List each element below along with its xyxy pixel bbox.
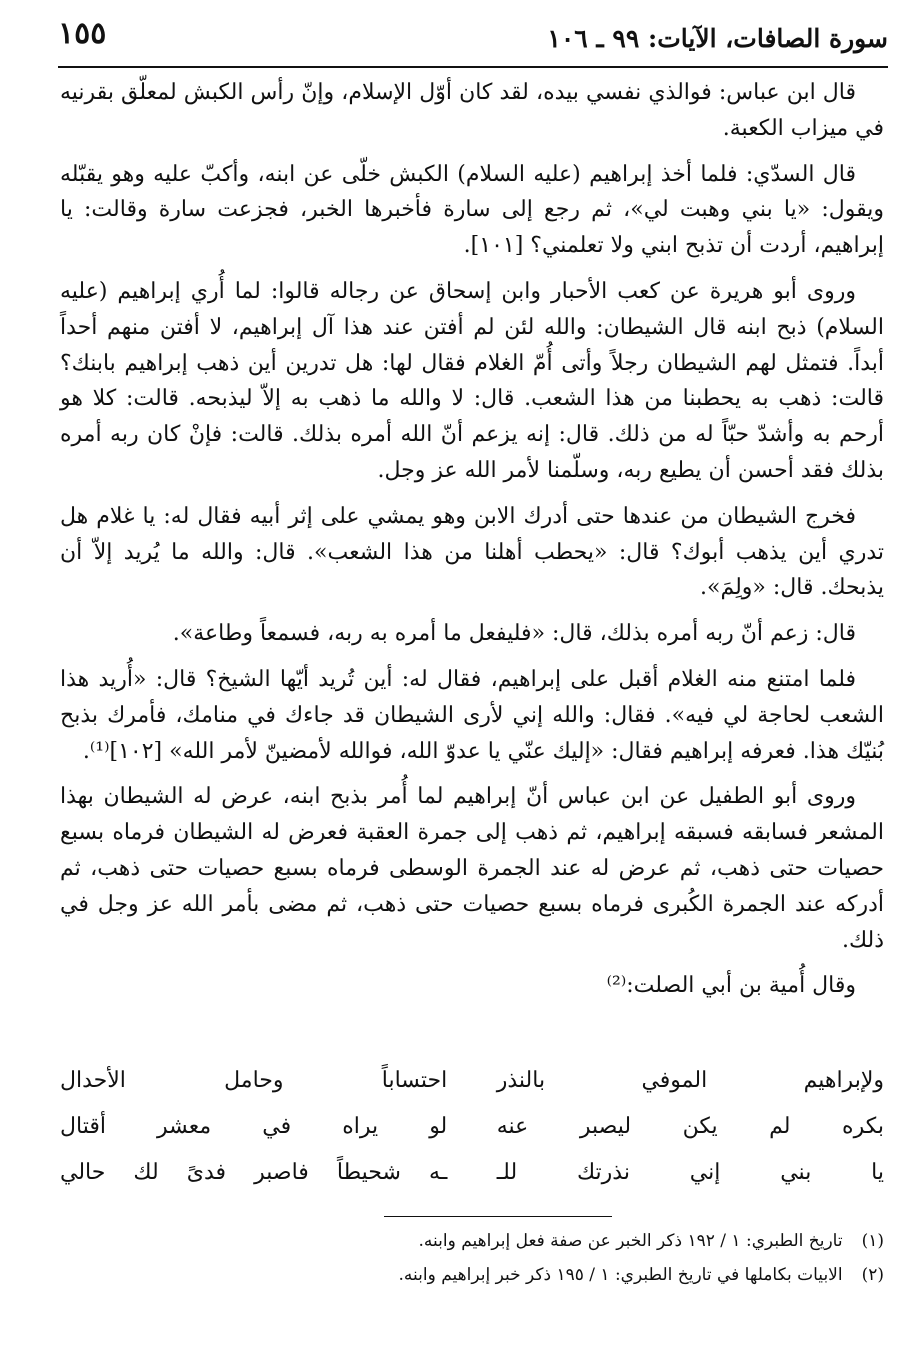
footnotes — [60, 1224, 884, 1292]
paragraph: قال السدّي: فلما أخذ إبراهيم (عليه السلام) الكبش خلّى عن ابنه، وأكبّ عليه وهو يقبّله ويقول: «يا بني وهبت لي»، ثم رجع إلى سارة فأخبرها الخبر، فجزعت سارة وقالت: يا إبراهيم، أردت أن تذبح ابني ولا تعلمني؟ [١٠١]. — [60, 161, 884, 259]
poem-verse — [60, 1058, 884, 1104]
running-header-title: سورة الصافات، الآيات: ٩٩ ـ ١٠٦ — [547, 24, 888, 53]
verse-second-hemistich: احتساباً وحامل الأحدال — [60, 1068, 448, 1093]
verse-first-hemistich: يا بني إني نذرتك للـ — [496, 1160, 884, 1185]
poem-verse — [60, 1150, 884, 1196]
paragraph: قال ابن عباس: فوالذي نفسي بيده، لقد كان أوّل الإسلام، وإنّ رأس الكبش لمعلّق بقرنيه في ميزاب الكعبة. — [60, 80, 884, 141]
paragraph: وروى أبو هريرة عن كعب الأحبار وابن إسحاق عن رجاله قالوا: لما أُري إبراهيم (عليه السلام) ذبح ابنه قال الشيطان: والله لئن لم أفتن عند هذا آل إبراهيم، لا أفتن منهم أحداً أبداً. فتمثل لهم الشيطان رجلاً وأتى أُمّ الغلام فقال لها: هل تدرين أين ذهب إبراهيم بابنك؟ قالت: ذهب به يحطبنا من هذا الشعب. قال: لا والله ما ذهب به إلاّ ليذبحه. قالت: كلا هو أرحم به وأشدّ حبّاً له من ذلك. قال: إنه يزعم أنّ الله أمره بذلك. قالت: فإنْ كان ربه أمره بذلك فقد أحسن أن يطيع ربه، وسلّمنا لأمر الله عز وجل. — [60, 278, 884, 483]
verse-first-hemistich: بكره لم يكن ليصبر عنه — [496, 1114, 884, 1139]
paragraph: فخرج الشيطان من عندها حتى أدرك الابن وهو يمشي على إثر أبيه فقال له: يا غلام هل تدري أين يذهب أبوك؟ قال: «يحطب أهلنا من هذا الشعب». قال: والله ما يُريد إلاّ أن يذبحك. قال: «ولِمَ». — [60, 503, 885, 601]
page-number: ١٥٥ — [58, 16, 107, 51]
footnote-number: (٢) — [861, 1265, 884, 1285]
footnote-text: الابيات بكاملها في تاريخ الطبري: ١ / ١٩٥ ذكر خبر إبراهيم وابنه. — [398, 1265, 843, 1285]
main-text — [60, 75, 884, 1014]
footnote-text: تاريخ الطبري: ١ / ١٩٢ ذكر الخبر عن صفة فعل إبراهيم وابنه. — [418, 1231, 843, 1251]
paragraph: قال: زعم أنّ ربه أمره بذلك، قال: «فليفعل ما أمره به ربه، فسمعاً وطاعة». — [172, 621, 856, 647]
paragraph: وروى أبو الطفيل عن ابن عباس أنّ إبراهيم لما أُمر بذبح ابنه، عرض له الشيطان بهذا المشعر فسابقه فسبقه إبراهيم، ثم ذهب إلى جمرة العقبة فعرض له الشيطان فرماه بسبع حصيات حتى ذهب، ثم عرض له عند الجمرة الوسطى فرماه بسبع حصيات حتى ذهب، ثم أدركه عند الجمرة الكُبرى فرماه بسبع حصيات حتى ذهب، ثم مضى بأمر الله عز وجل في ذلك. — [60, 784, 884, 953]
footnote — [60, 1224, 884, 1258]
poem-verse — [60, 1104, 884, 1150]
footnote-number: (١) — [861, 1231, 884, 1251]
verse-second-hemistich: لو يراه في معشر أقتال — [60, 1114, 448, 1139]
verse-first-hemistich: ولإبراهيم الموفي بالنذر — [496, 1068, 884, 1093]
footnote-divider — [384, 1216, 612, 1217]
verse-second-hemistich: ـه شحيطاً فاصبر فدىً لك حالي — [60, 1160, 448, 1185]
footnote — [60, 1258, 884, 1292]
paragraph: فلما امتنع منه الغلام أقبل على إبراهيم، فقال له: أين تُريد أيّها الشيخ؟ قال: «أُريد هذا الشعب لحاجة لي فيه». فقال: والله إني لأرى الشيطان قد جاءك في منامك، فأمرك بذبح بُنيّك هذا. فعرفه إبراهيم فقال: «إليك عنّي يا عدوّ الله، فوالله لأمضينّ لأمر الله» [١٠٢]⁽¹⁾. — [60, 666, 884, 764]
poem — [60, 1058, 884, 1196]
header-divider — [58, 66, 888, 68]
poem-intro: وقال أُمية بن أبي الصلت:⁽²⁾ — [606, 973, 856, 999]
